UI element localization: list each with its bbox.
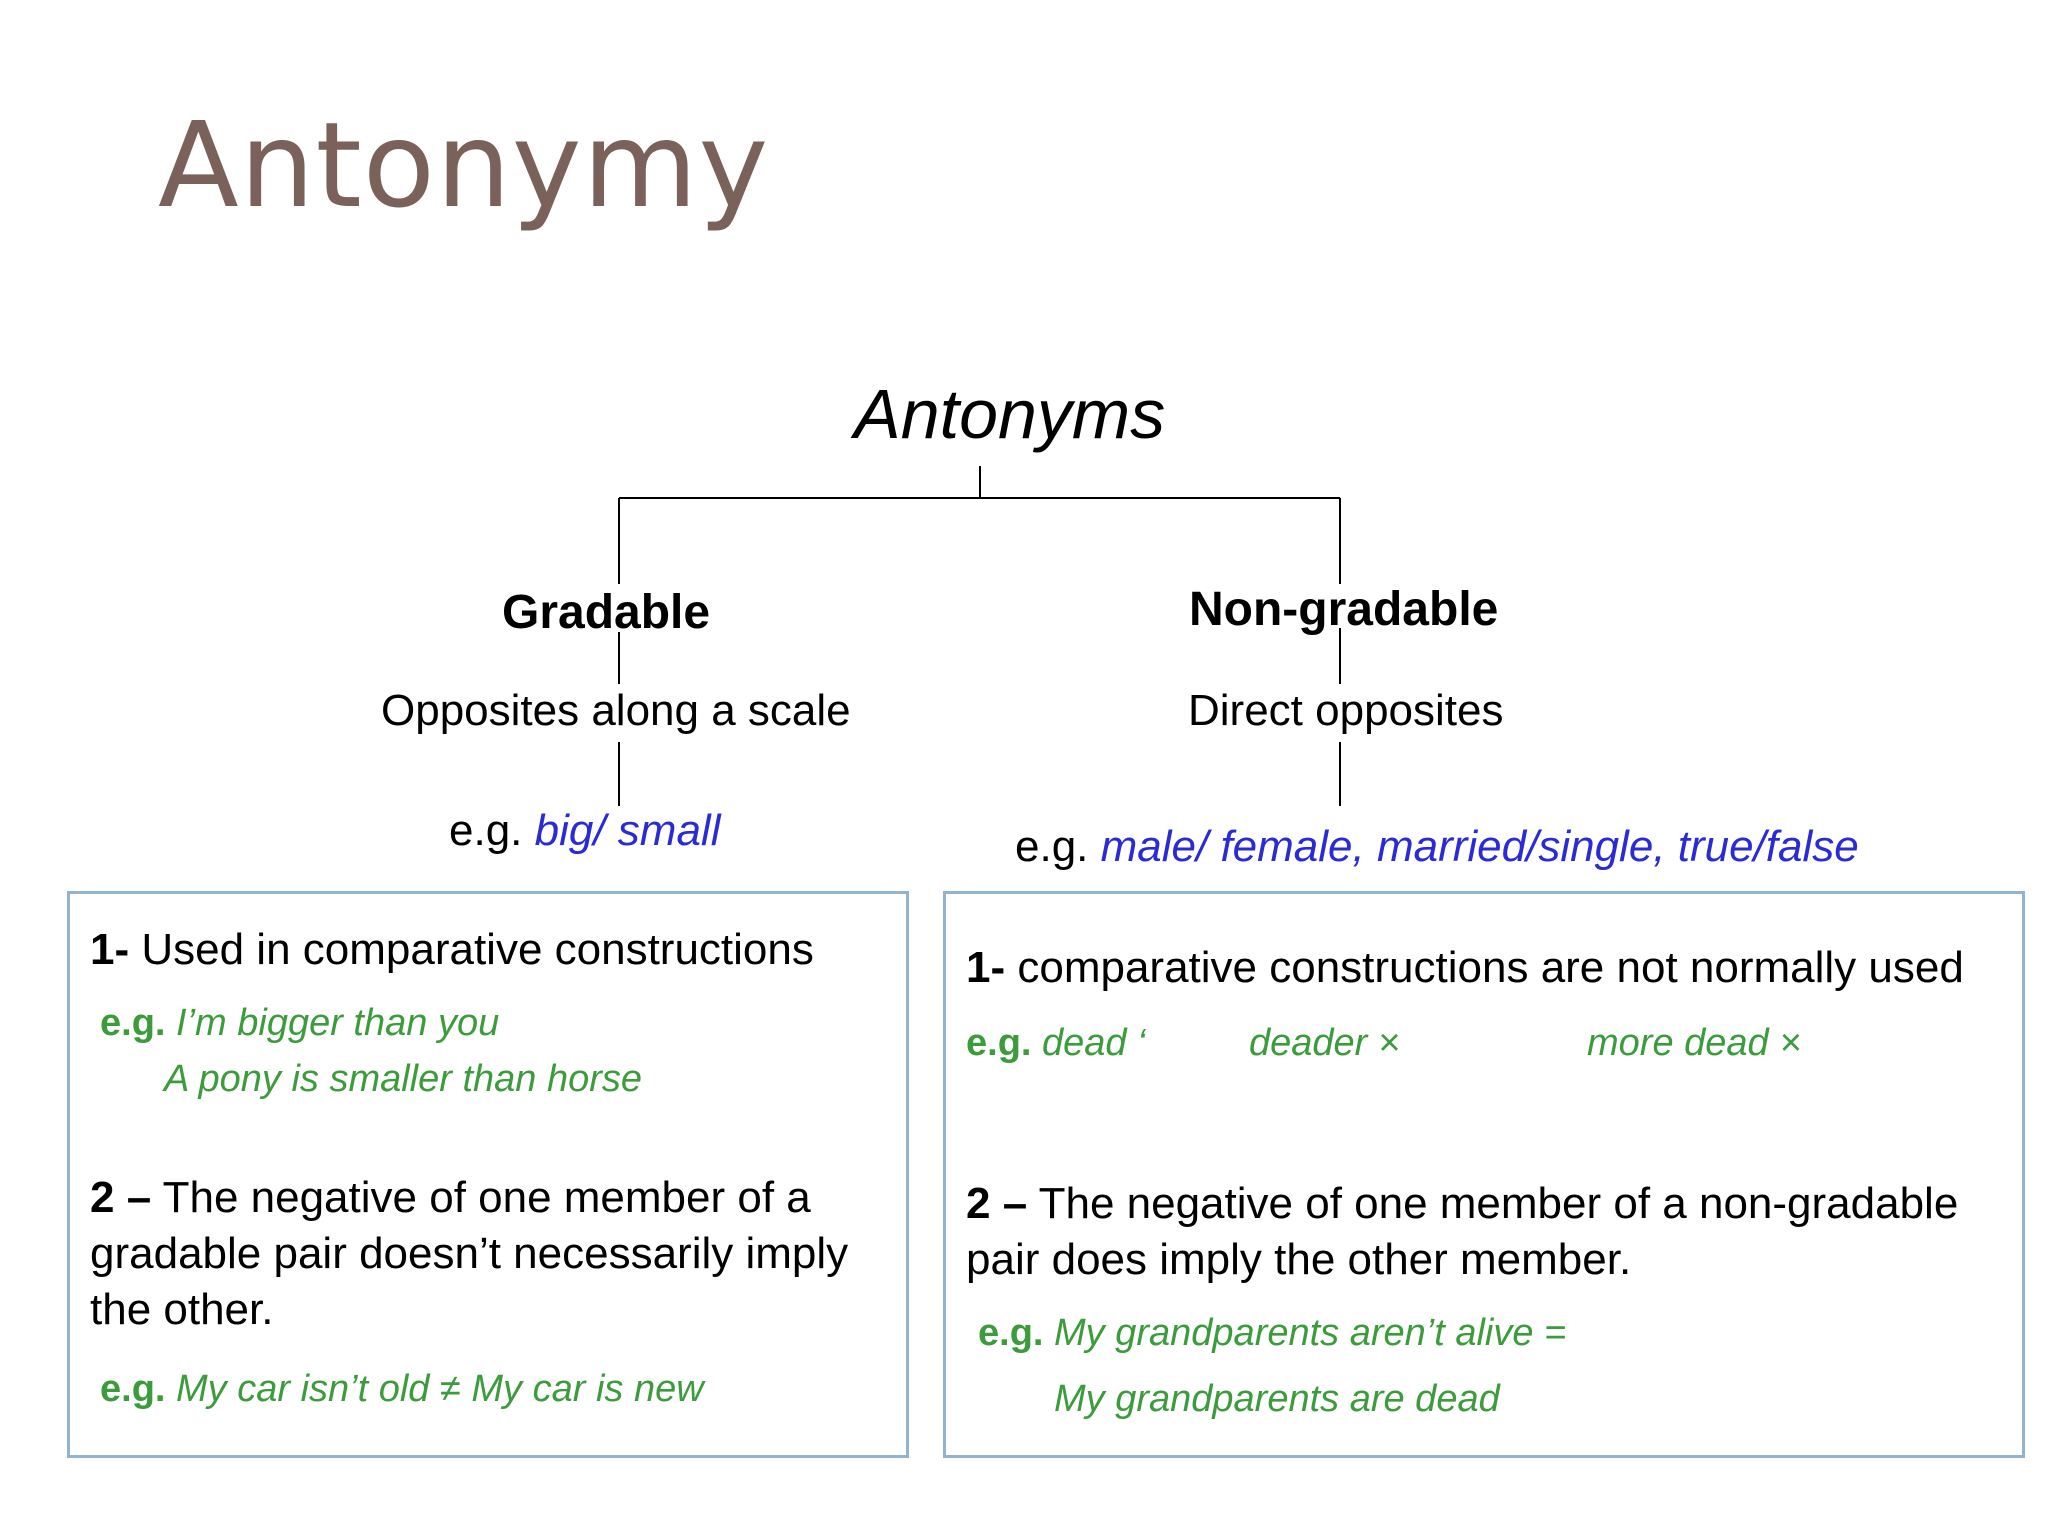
non-gradable-point-2-line-1 <box>966 1176 1958 1232</box>
gradable-point-1-eg: e.g. <box>100 1002 166 1044</box>
non-gradable-point-1-number: 1- <box>966 943 1006 992</box>
non-gradable-point-1-example-dead <box>966 1022 1146 1065</box>
gradable-example-words: big/ small <box>534 806 721 855</box>
tree-root-label: Antonyms <box>854 375 1166 453</box>
gradable-point-1-number: 1- <box>90 925 130 974</box>
gradable-point-2-eg: e.g. <box>100 1368 166 1410</box>
gradable-point-2-example <box>100 1368 704 1411</box>
gradable-point-2-example-text: My car isn’t old ≠ My car is new <box>165 1368 704 1410</box>
non-gradable-example-prefix: e.g. <box>1015 822 1089 871</box>
gradable-point-1 <box>90 922 814 978</box>
slide-title: Antonymy <box>158 96 770 234</box>
gradable-point-1-example-text-1: I’m bigger than you <box>165 1002 500 1044</box>
gradable-point-1-text: Used in comparative constructions <box>129 925 814 974</box>
gradable-point-1-example-1 <box>100 1002 499 1045</box>
non-gradable-point-2-example-2: My grandparents are dead <box>1054 1378 1500 1420</box>
gradable-point-2-line-2: gradable pair doesn’t necessarily imply <box>90 1229 849 1278</box>
non-gradable-point-1-example-more-dead: more dead × <box>1587 1022 1802 1064</box>
non-gradable-point-2-eg: e.g. <box>978 1312 1044 1354</box>
non-gradable-point-2-line-2: pair does imply the other member. <box>966 1235 1632 1284</box>
gradable-label: Gradable <box>502 586 711 639</box>
gradable-point-2-number: 2 – <box>90 1173 152 1222</box>
non-gradable-point-2-number: 2 – <box>966 1179 1028 1228</box>
non-gradable-point-2-text-1: The negative of one member of a non-gradable <box>1027 1179 1959 1228</box>
non-gradable-point-2-example-text-1: My grandparents aren’t alive = <box>1043 1312 1567 1354</box>
non-gradable-point-1-eg: e.g. <box>966 1022 1032 1064</box>
gradable-example <box>449 806 720 856</box>
non-gradable-label: Non-gradable <box>1189 583 1499 636</box>
gradable-point-1-example-2: A pony is smaller than horse <box>164 1058 643 1100</box>
non-gradable-example-words: male/ female, married/single, true/false <box>1100 822 1859 871</box>
gradable-description: Opposites along a scale <box>381 686 851 735</box>
non-gradable-point-1-text: comparative constructions are not normally used <box>1005 943 1964 992</box>
gradable-point-2-line-1 <box>90 1170 811 1226</box>
gradable-properties-box <box>67 891 909 1458</box>
gradable-example-prefix: e.g. <box>449 806 523 855</box>
gradable-point-2-text-1: The negative of one member of a <box>151 1173 811 1222</box>
non-gradable-description: Direct opposites <box>1188 686 1504 735</box>
non-gradable-point-1-example-dead-text: dead ‘ <box>1031 1022 1146 1064</box>
non-gradable-properties-box <box>943 891 2025 1458</box>
non-gradable-point-2-example-1 <box>978 1312 1566 1355</box>
non-gradable-point-1-example-deader: deader × <box>1249 1022 1401 1064</box>
gradable-point-2-line-3: the other. <box>90 1285 274 1334</box>
non-gradable-example <box>1015 822 1859 872</box>
non-gradable-point-1 <box>966 940 1964 996</box>
